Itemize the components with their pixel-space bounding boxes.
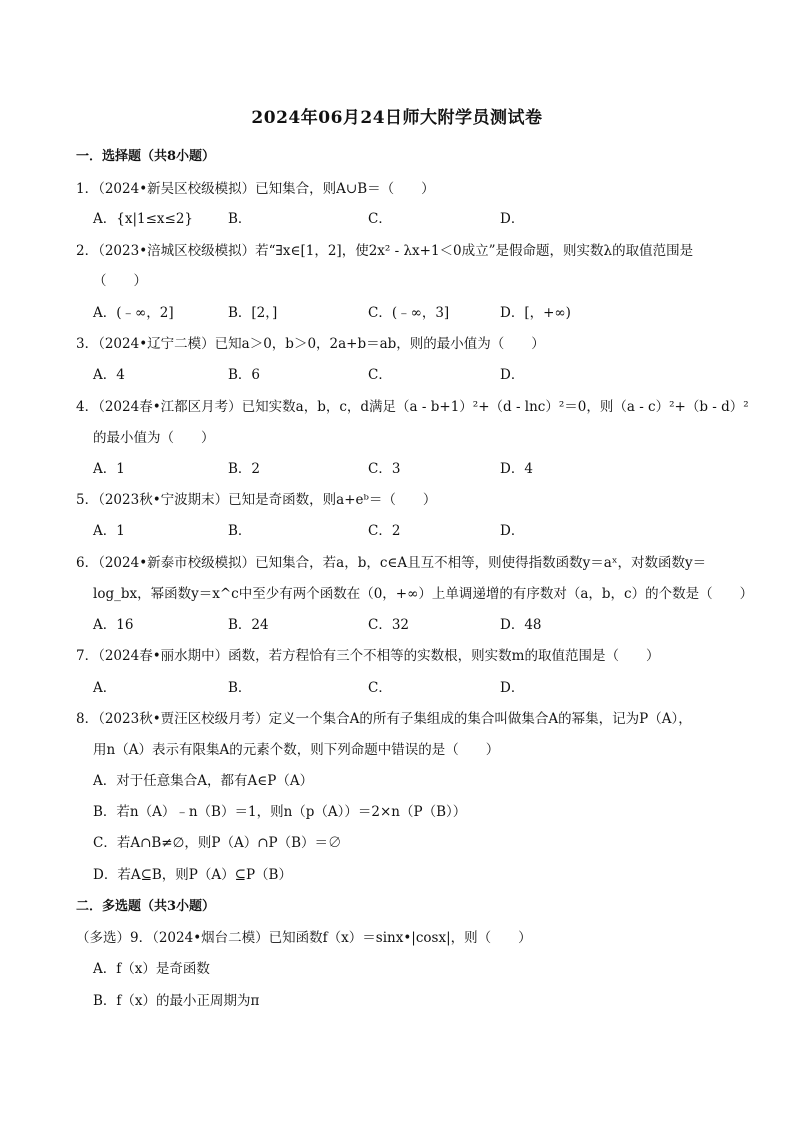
question-8-option-d: D．若A⊆B，则P（A）⊆P（B）	[93, 867, 292, 883]
question-8-stem-cont: 用n（A）表示有限集A的元素个数，则下列命题中错误的是（ ）	[93, 742, 500, 758]
question-5-option-a: A．1	[93, 523, 125, 539]
question-3-option-c: C．	[368, 367, 392, 383]
question-6-stem-cont: log_bx，幂函数y＝x^c中至少有两个函数在（0，+∞）上单调递增的有序数对（a，b，c）的个数是（ ）	[93, 586, 754, 602]
question-8-option-c: C．若A∩B≠∅，则P（A）∩P（B）＝∅	[93, 835, 342, 851]
question-8-option-a: A．对于任意集合A，都有A∈P（A）	[93, 773, 314, 789]
page-title: 2024年06月24日师大附学员测试卷	[251, 108, 543, 128]
question-8-option-b: B．若n（A）﹣n（B）＝1，则n（p（A））＝2×n（P（B））	[93, 804, 467, 820]
question-2-stem-cont: （ ）	[93, 273, 147, 289]
question-4-stem: 4．（2024春•江都区月考）已知实数a，b，c，d满足（a - b+1）²+（d - lnc）²＝0，则（a - c）²+（b - d）²	[76, 399, 749, 415]
question-6-option-d: D．48	[500, 617, 542, 633]
question-6-stem: 6．（2024•新泰市校级模拟）已知集合，若a，b，c∈A且互不相等，则使得指数函数y＝aˣ，对数函数y＝	[76, 555, 707, 571]
question-4-stem-cont: 的最小值为（ ）	[93, 430, 215, 446]
question-6-option-b: B．24	[228, 617, 269, 633]
question-7-option-c: C．	[368, 680, 392, 696]
question-7-option-d: D．	[500, 680, 525, 696]
question-1-option-d: D．	[500, 211, 525, 227]
question-3-option-d: D．	[500, 367, 525, 383]
question-5-option-b: B．	[228, 523, 252, 539]
question-2-option-c: C．(﹣∞，3]	[368, 305, 450, 321]
question-1-option-b: B．	[228, 211, 252, 227]
question-5-option-c: C．2	[368, 523, 401, 539]
question-2-option-a: A．(﹣∞，2]	[93, 305, 174, 321]
question-4-option-a: A．1	[93, 461, 125, 477]
question-3-option-a: A．4	[93, 367, 125, 383]
question-2-option-b: B．[2，]	[228, 305, 278, 321]
question-9-option-b: B．f（x）的最小正周期为π	[93, 993, 260, 1009]
question-2-option-d: D．[，+∞)	[500, 305, 571, 321]
question-7-stem: 7．（2024春•丽水期中）函数，若方程恰有三个不相等的实数根，则实数m的取值范围是（ ）	[76, 648, 660, 664]
question-1-option-a: A．{x|1≤x≤2}	[93, 211, 194, 227]
question-3-option-b: B．6	[228, 367, 261, 383]
question-4-option-b: B．2	[228, 461, 261, 477]
question-7-option-a: A．	[93, 680, 117, 696]
question-4-option-c: C．3	[368, 461, 401, 477]
question-4-option-d: D．4	[500, 461, 533, 477]
question-8-stem: 8．（2023秋•贾汪区校级月考）定义一个集合A的所有子集组成的集合叫做集合A的幂集，记为P（A），	[76, 711, 692, 727]
question-9-stem: （多选）9．（2024•烟台二模）已知函数f（x）＝sinx•|cosx|，则（ ）	[76, 930, 532, 946]
question-3-stem: 3．（2024•辽宁二模）已知a＞0，b＞0，2a+b＝ab，则的最小值为（ ）	[76, 336, 545, 352]
question-9-option-a: A．f（x）是奇函数	[93, 961, 210, 977]
question-1-stem: 1．（2024•新吴区校级模拟）已知集合，则A∪B＝（ ）	[76, 181, 435, 197]
section-heading-multi-choice: 二．多选题（共3小题）	[76, 899, 216, 914]
section-heading-single-choice: 一．选择题（共8小题）	[76, 149, 216, 164]
question-6-option-a: A．16	[93, 617, 134, 633]
question-7-option-b: B．	[228, 680, 252, 696]
question-5-stem: 5．（2023秋•宁波期末）已知是奇函数，则a+eᵇ＝（ ）	[76, 492, 437, 508]
question-6-option-c: C．32	[368, 617, 410, 633]
question-2-stem: 2．（2023•涪城区校级模拟）若“∃x∈[1，2]，使2x² - λx+1＜0成立”是假命题，则实数λ的取值范围是	[76, 243, 694, 259]
question-5-option-d: D．	[500, 523, 525, 539]
question-1-option-c: C．	[368, 211, 392, 227]
